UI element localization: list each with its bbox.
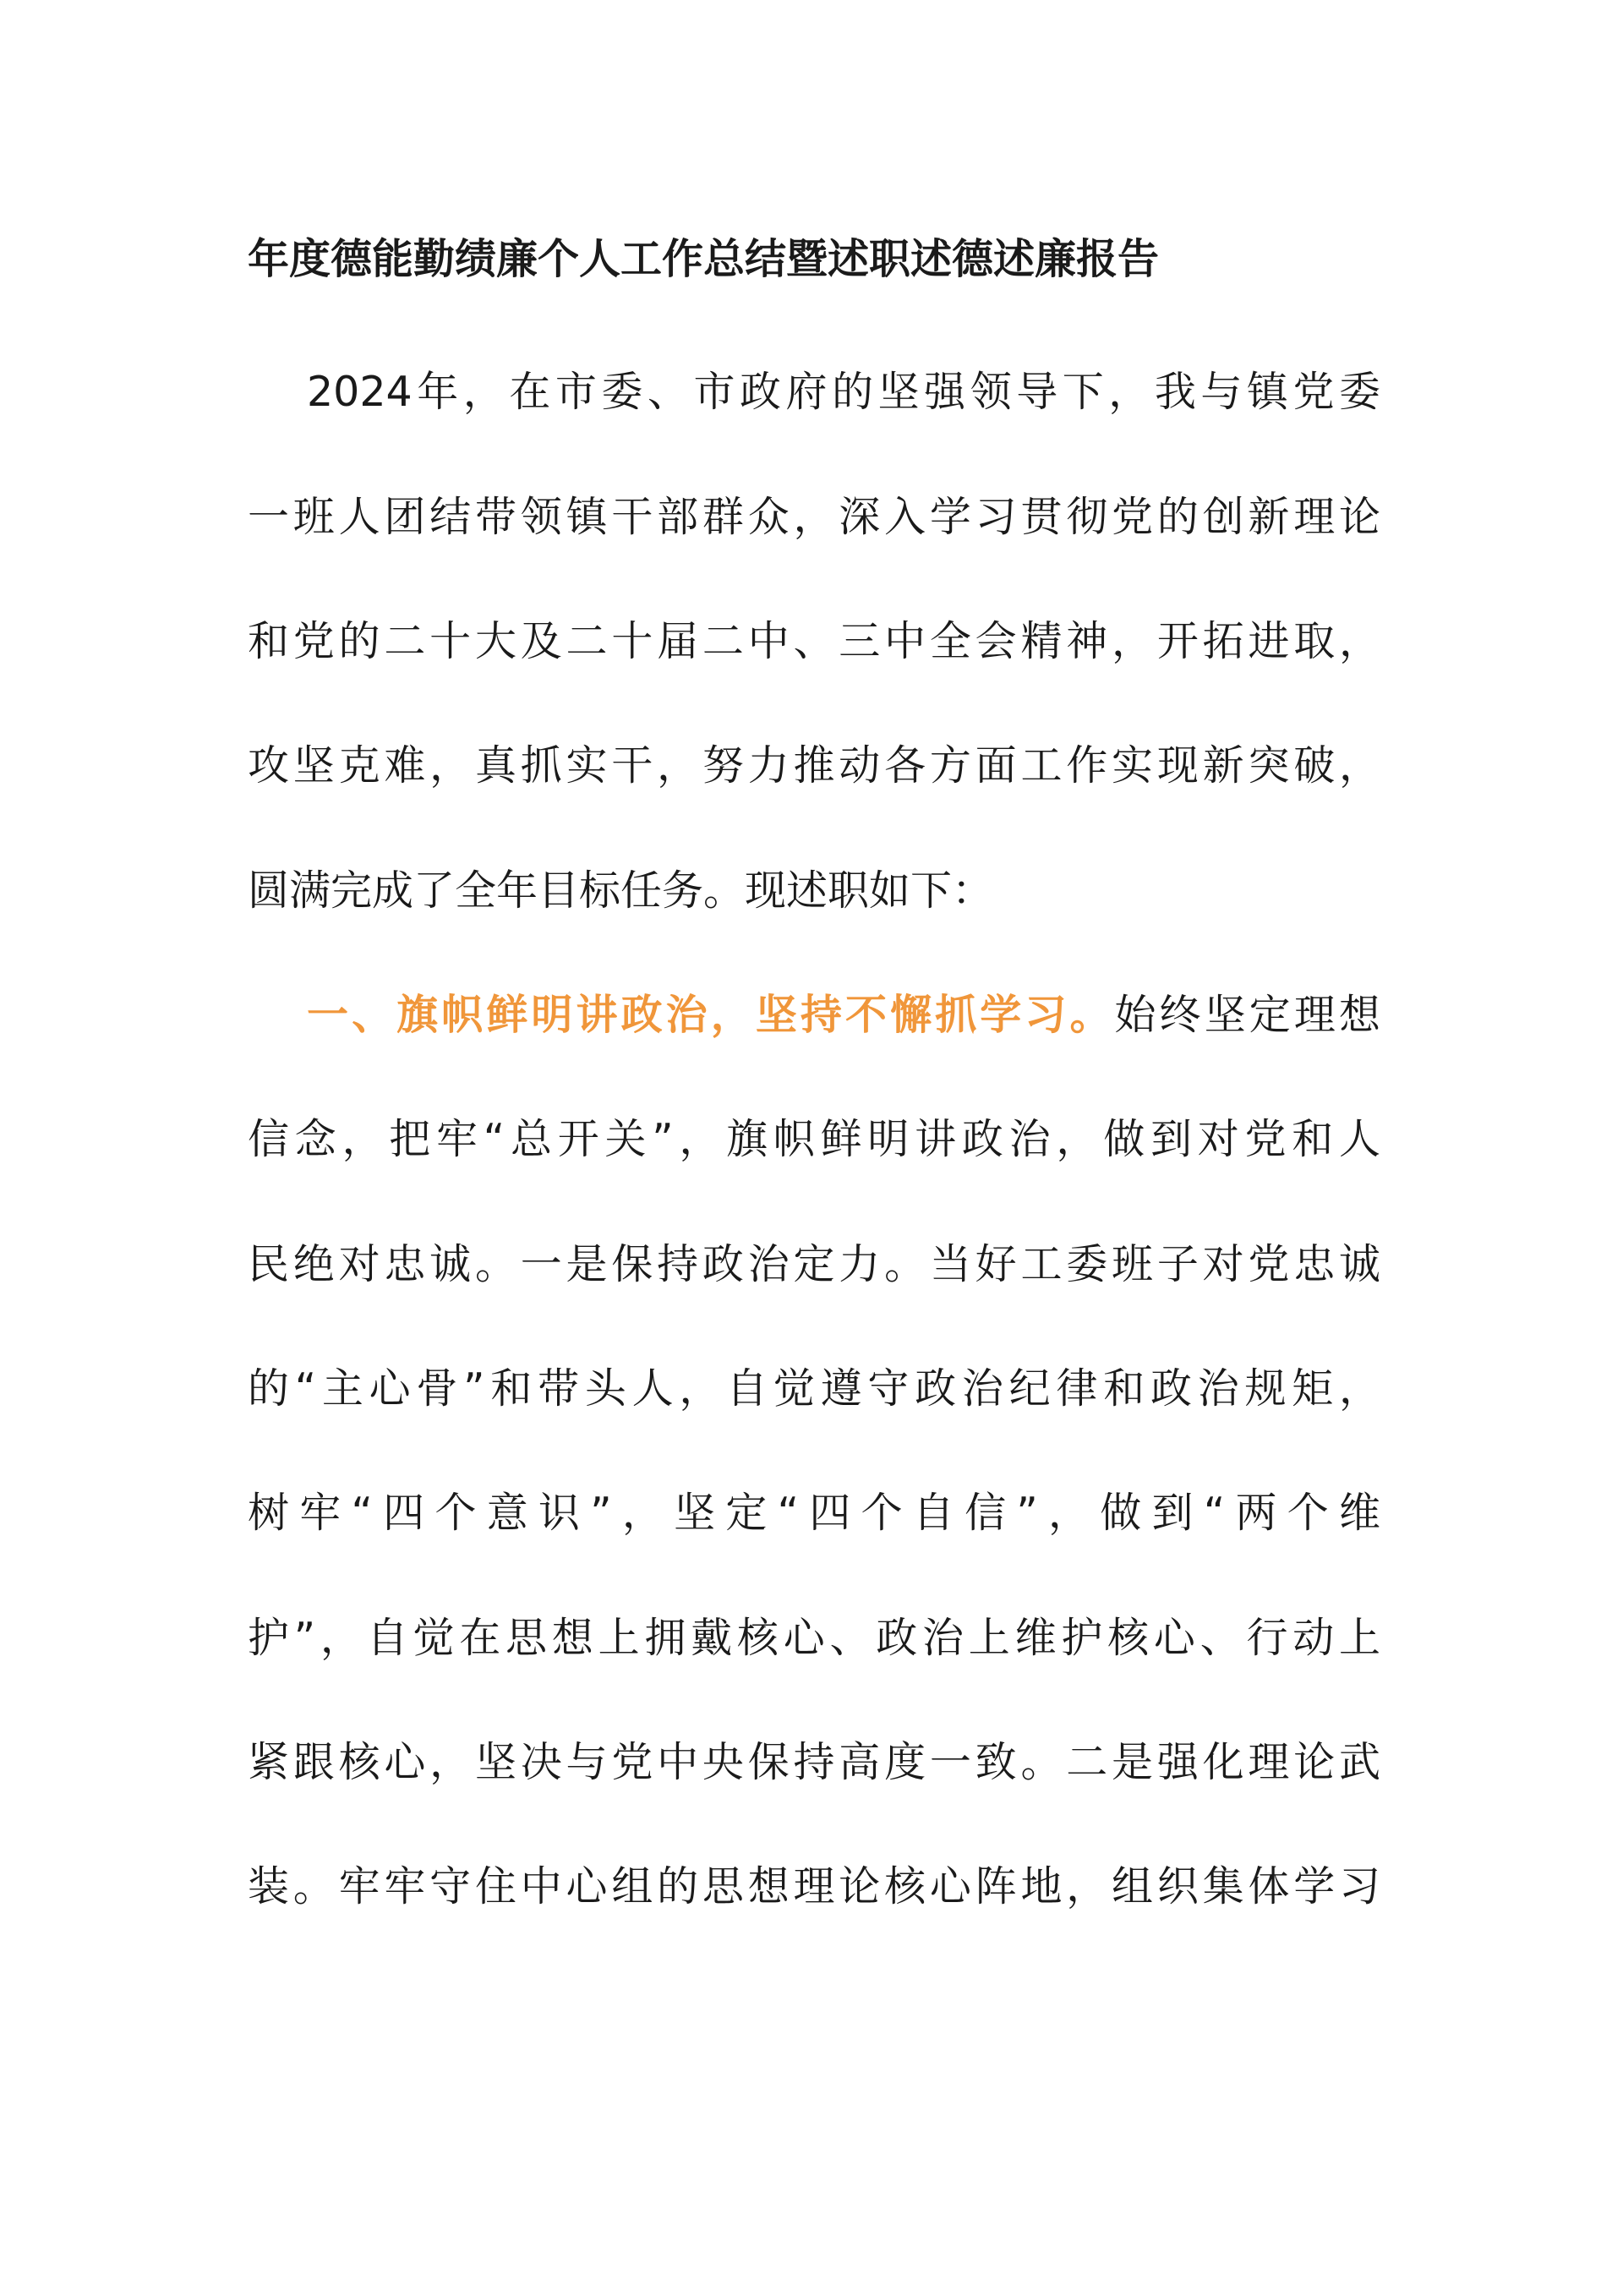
section1-first-line — [248, 986, 1380, 1045]
section1-line-7: 紧跟核心，坚决与党中央保持高度一致。二是强化理论武 — [248, 1738, 1380, 1786]
section1-first-line-rest: 始终坚定理想 — [1114, 991, 1380, 1039]
section1-line-4: 的“主心骨”和带头人，自觉遵守政治纪律和政治规矩， — [248, 1364, 1380, 1413]
section1-line-5: 树牢“四个意识”，坚定“四个自信”，做到“两个维 — [248, 1489, 1380, 1537]
section1-line-8: 装。牢牢守住中心组的思想理论核心阵地，组织集体学习 — [248, 1862, 1380, 1911]
section1-line-2: 信念，把牢“总开关”，旗帜鲜明讲政治，做到对党和人 — [248, 1115, 1380, 1163]
intro-line-3: 和党的二十大及二十届二中、三中全会精神，开拓进取， — [248, 617, 1380, 665]
intro-line-5: 圆满完成了全年目标任务。现述职如下： — [248, 866, 994, 915]
document-title: 年度德能勤绩廉个人工作总结暨述职述德述廉报告 — [248, 235, 1160, 283]
section1-heading: 一、旗帜鲜明讲政治，坚持不懈抓学习。 — [307, 991, 1115, 1039]
section1-line-3: 民绝对忠诚。一是保持政治定力。当好工委班子对党忠诚 — [248, 1240, 1380, 1288]
intro-line-1: 2024年，在市委、市政府的坚强领导下，我与镇党委 — [307, 368, 1380, 416]
intro-line-2: 一班人团结带领镇干部群众，深入学习贯彻党的创新理论 — [248, 493, 1380, 541]
section1-line-6: 护”，自觉在思想上拥戴核心、政治上维护核心、行动上 — [248, 1614, 1380, 1662]
intro-line-4: 攻坚克难，真抓实干，努力推动各方面工作实现新突破， — [248, 741, 1380, 790]
